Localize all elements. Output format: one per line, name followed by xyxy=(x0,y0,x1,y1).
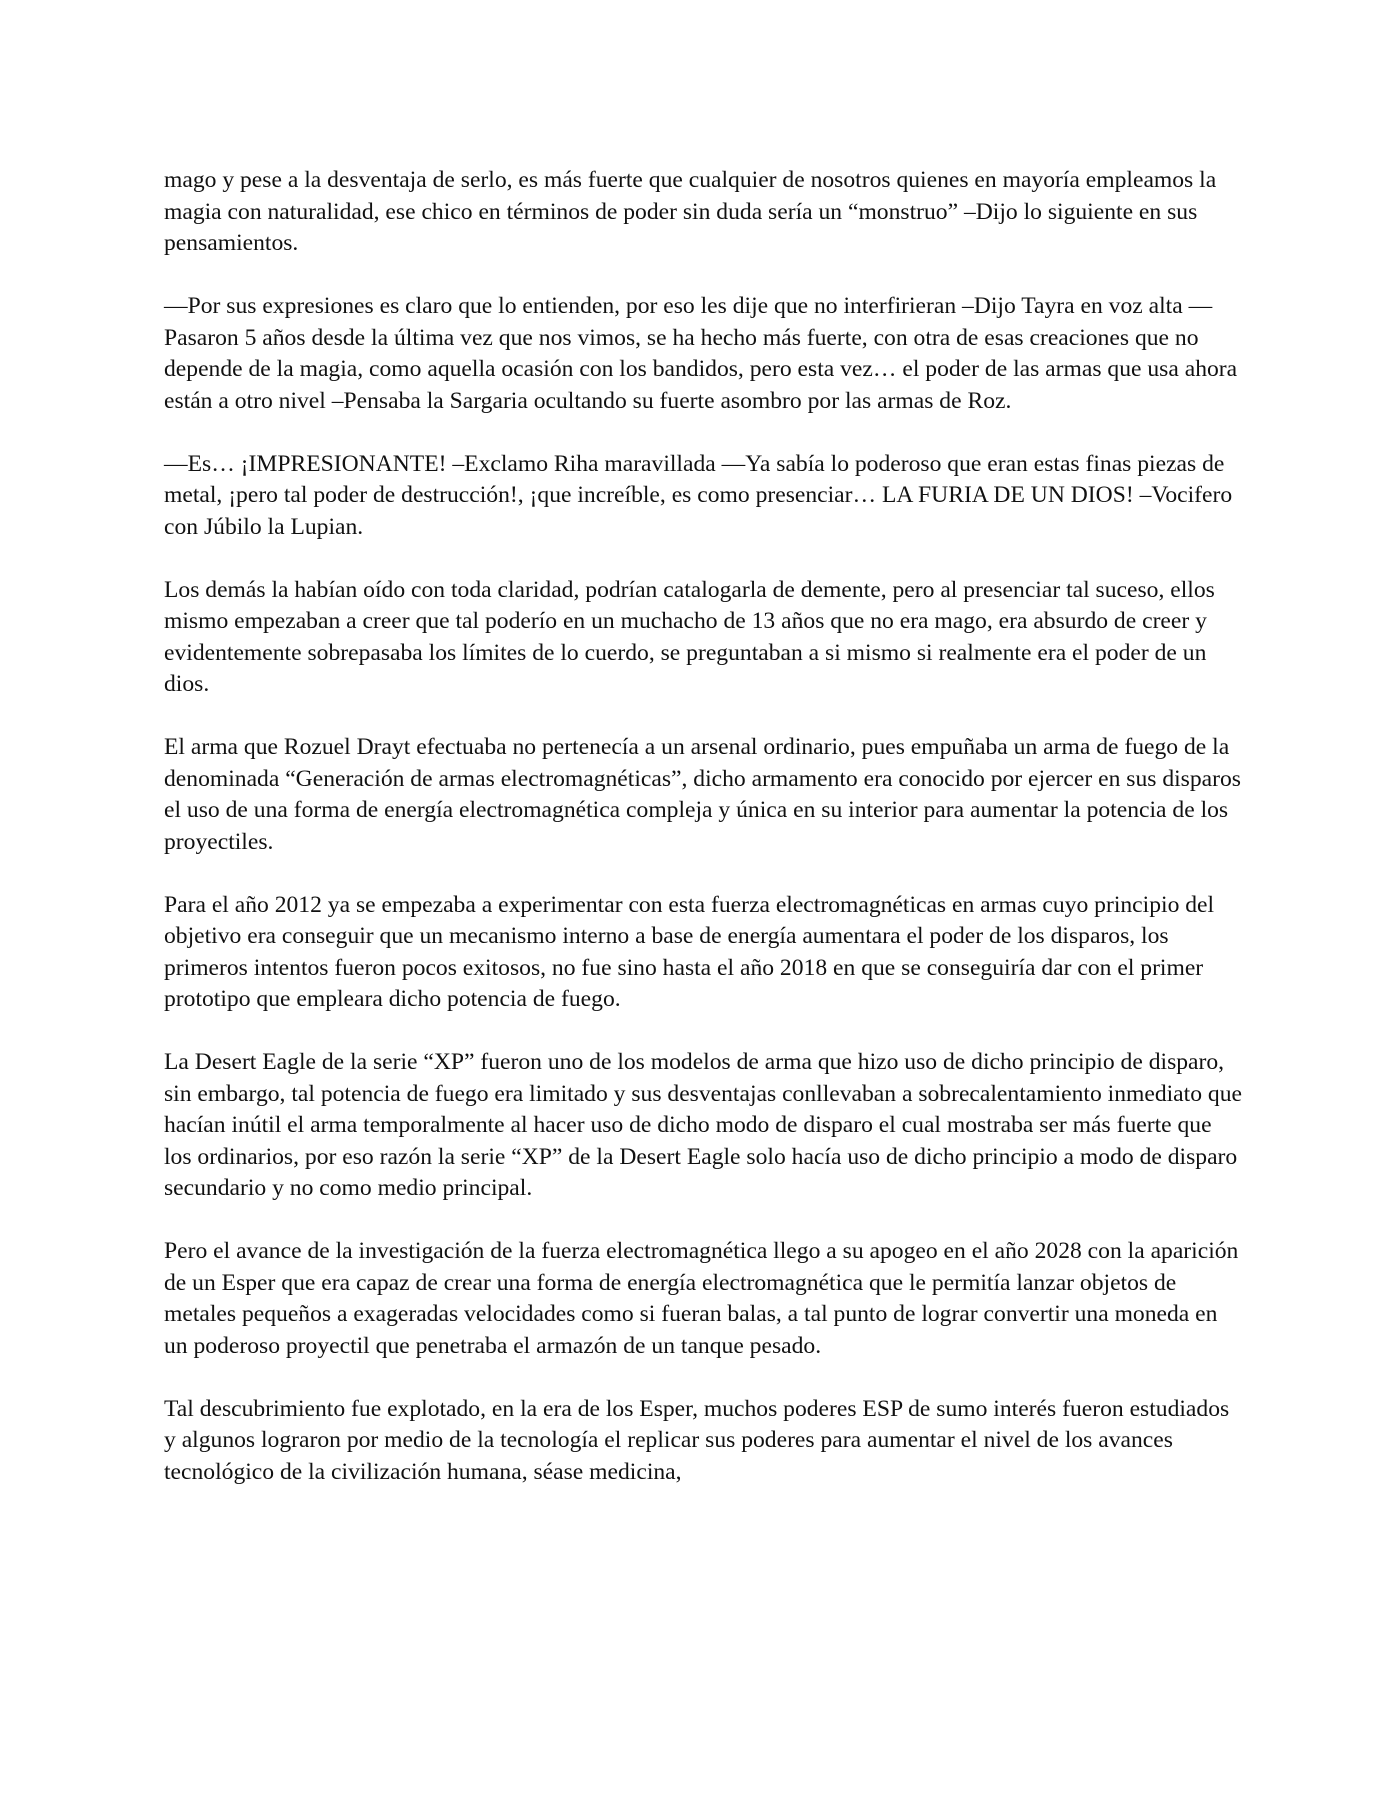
paragraph: Pero el avance de la investigación de la fuerza electromagnética llego a su apogeo en el año 2028 con la aparición de un Esper que era capaz de crear una forma de energía electromagnética que le permitía lanzar objetos de metales pequeños a exageradas velocidades como si fueran balas, a tal punto de lograr convertir una moneda en un poderoso proyectil que penetraba el armazón de un tanque pesado. xyxy=(164,1238,1239,1359)
paragraph: Los demás la habían oído con toda claridad, podrían catalogarla de demente, pero al presenciar tal suceso, ellos mismo empezaban a creer que tal poderío en un muchacho de 13 años que no era mago, era absurdo de creer y evidentemente sobrepasaba los límites de lo cuerdo, se preguntaban a si mismo si realmente era el poder de un dios. xyxy=(164,576,1215,697)
paragraph: —Por sus expresiones es claro que lo entienden, por eso les dije que no interfirieran –Dijo Tayra en voz alta —Pasaron 5 años desde la última vez que nos vimos, se ha hecho más fuerte, con otra de esas creaciones que no depende de la magia, como aquella ocasión con los bandidos, pero esta vez… el poder de las armas que usa ahora están a otro nivel –Pensaba la Sargaria ocultando su fuerte asombro por las armas de Roz. xyxy=(164,293,1238,414)
paragraph: El arma que Rozuel Drayt efectuaba no pertenecía a un arsenal ordinario, pues empuñaba un arma de fuego de la denominada “Generación de armas electromagnéticas”, dicho armamento era conocido por ejercer en sus disparos el uso de una forma de energía electromagnética compleja y única en su interior para aumentar la potencia de los proyectiles. xyxy=(164,734,1241,855)
paragraph: mago y pese a la desventaja de serlo, es más fuerte que cualquier de nosotros quienes en mayoría empleamos la magia con naturalidad, ese chico en términos de poder sin duda sería un “monstruo” –Dijo lo siguiente en sus pensamientos. xyxy=(164,167,1217,256)
paragraph: —Es… ¡IMPRESIONANTE! –Exclamo Riha maravillada —Ya sabía lo poderoso que eran estas finas piezas de metal, ¡pero tal poder de destrucción!, ¡que increíble, es como presenciar… LA FURIA DE UN DIOS! –Vocifero con Júbilo la Lupian. xyxy=(164,450,1233,540)
document-body xyxy=(164,165,1244,1488)
paragraph: Tal descubrimiento fue explotado, en la era de los Esper, muchos poderes ESP de sumo interés fueron estudiados y algunos lograron por medio de la tecnología el replicar sus poderes para aumentar el nivel de los avances tecnológico de la civilización humana, séase medicina, xyxy=(164,1395,1230,1485)
paragraph: Para el año 2012 ya se empezaba a experimentar con esta fuerza electromagnéticas en armas cuyo principio del objetivo era conseguir que un mecanismo interno a base de energía aumentara el poder de los disparos, los primeros intentos fueron pocos exitosos, no fue sino hasta el año 2018 en que se conseguiría dar con el primer prototipo que empleara dicho potencia de fuego. xyxy=(164,891,1215,1012)
paragraph: La Desert Eagle de la serie “XP” fueron uno de los modelos de arma que hizo uso de dicho principio de disparo, sin embargo, tal potencia de fuego era limitado y sus desventajas conllevaban a sobrecalentamiento inmediato que hacían inútil el arma temporalmente al hacer uso de dicho modo de disparo el cual mostraba ser más fuerte que los ordinarios, por eso razón la serie “XP” de la Desert Eagle solo hacía uso de dicho principio a modo de disparo secundario y no como medio principal. xyxy=(164,1049,1242,1201)
